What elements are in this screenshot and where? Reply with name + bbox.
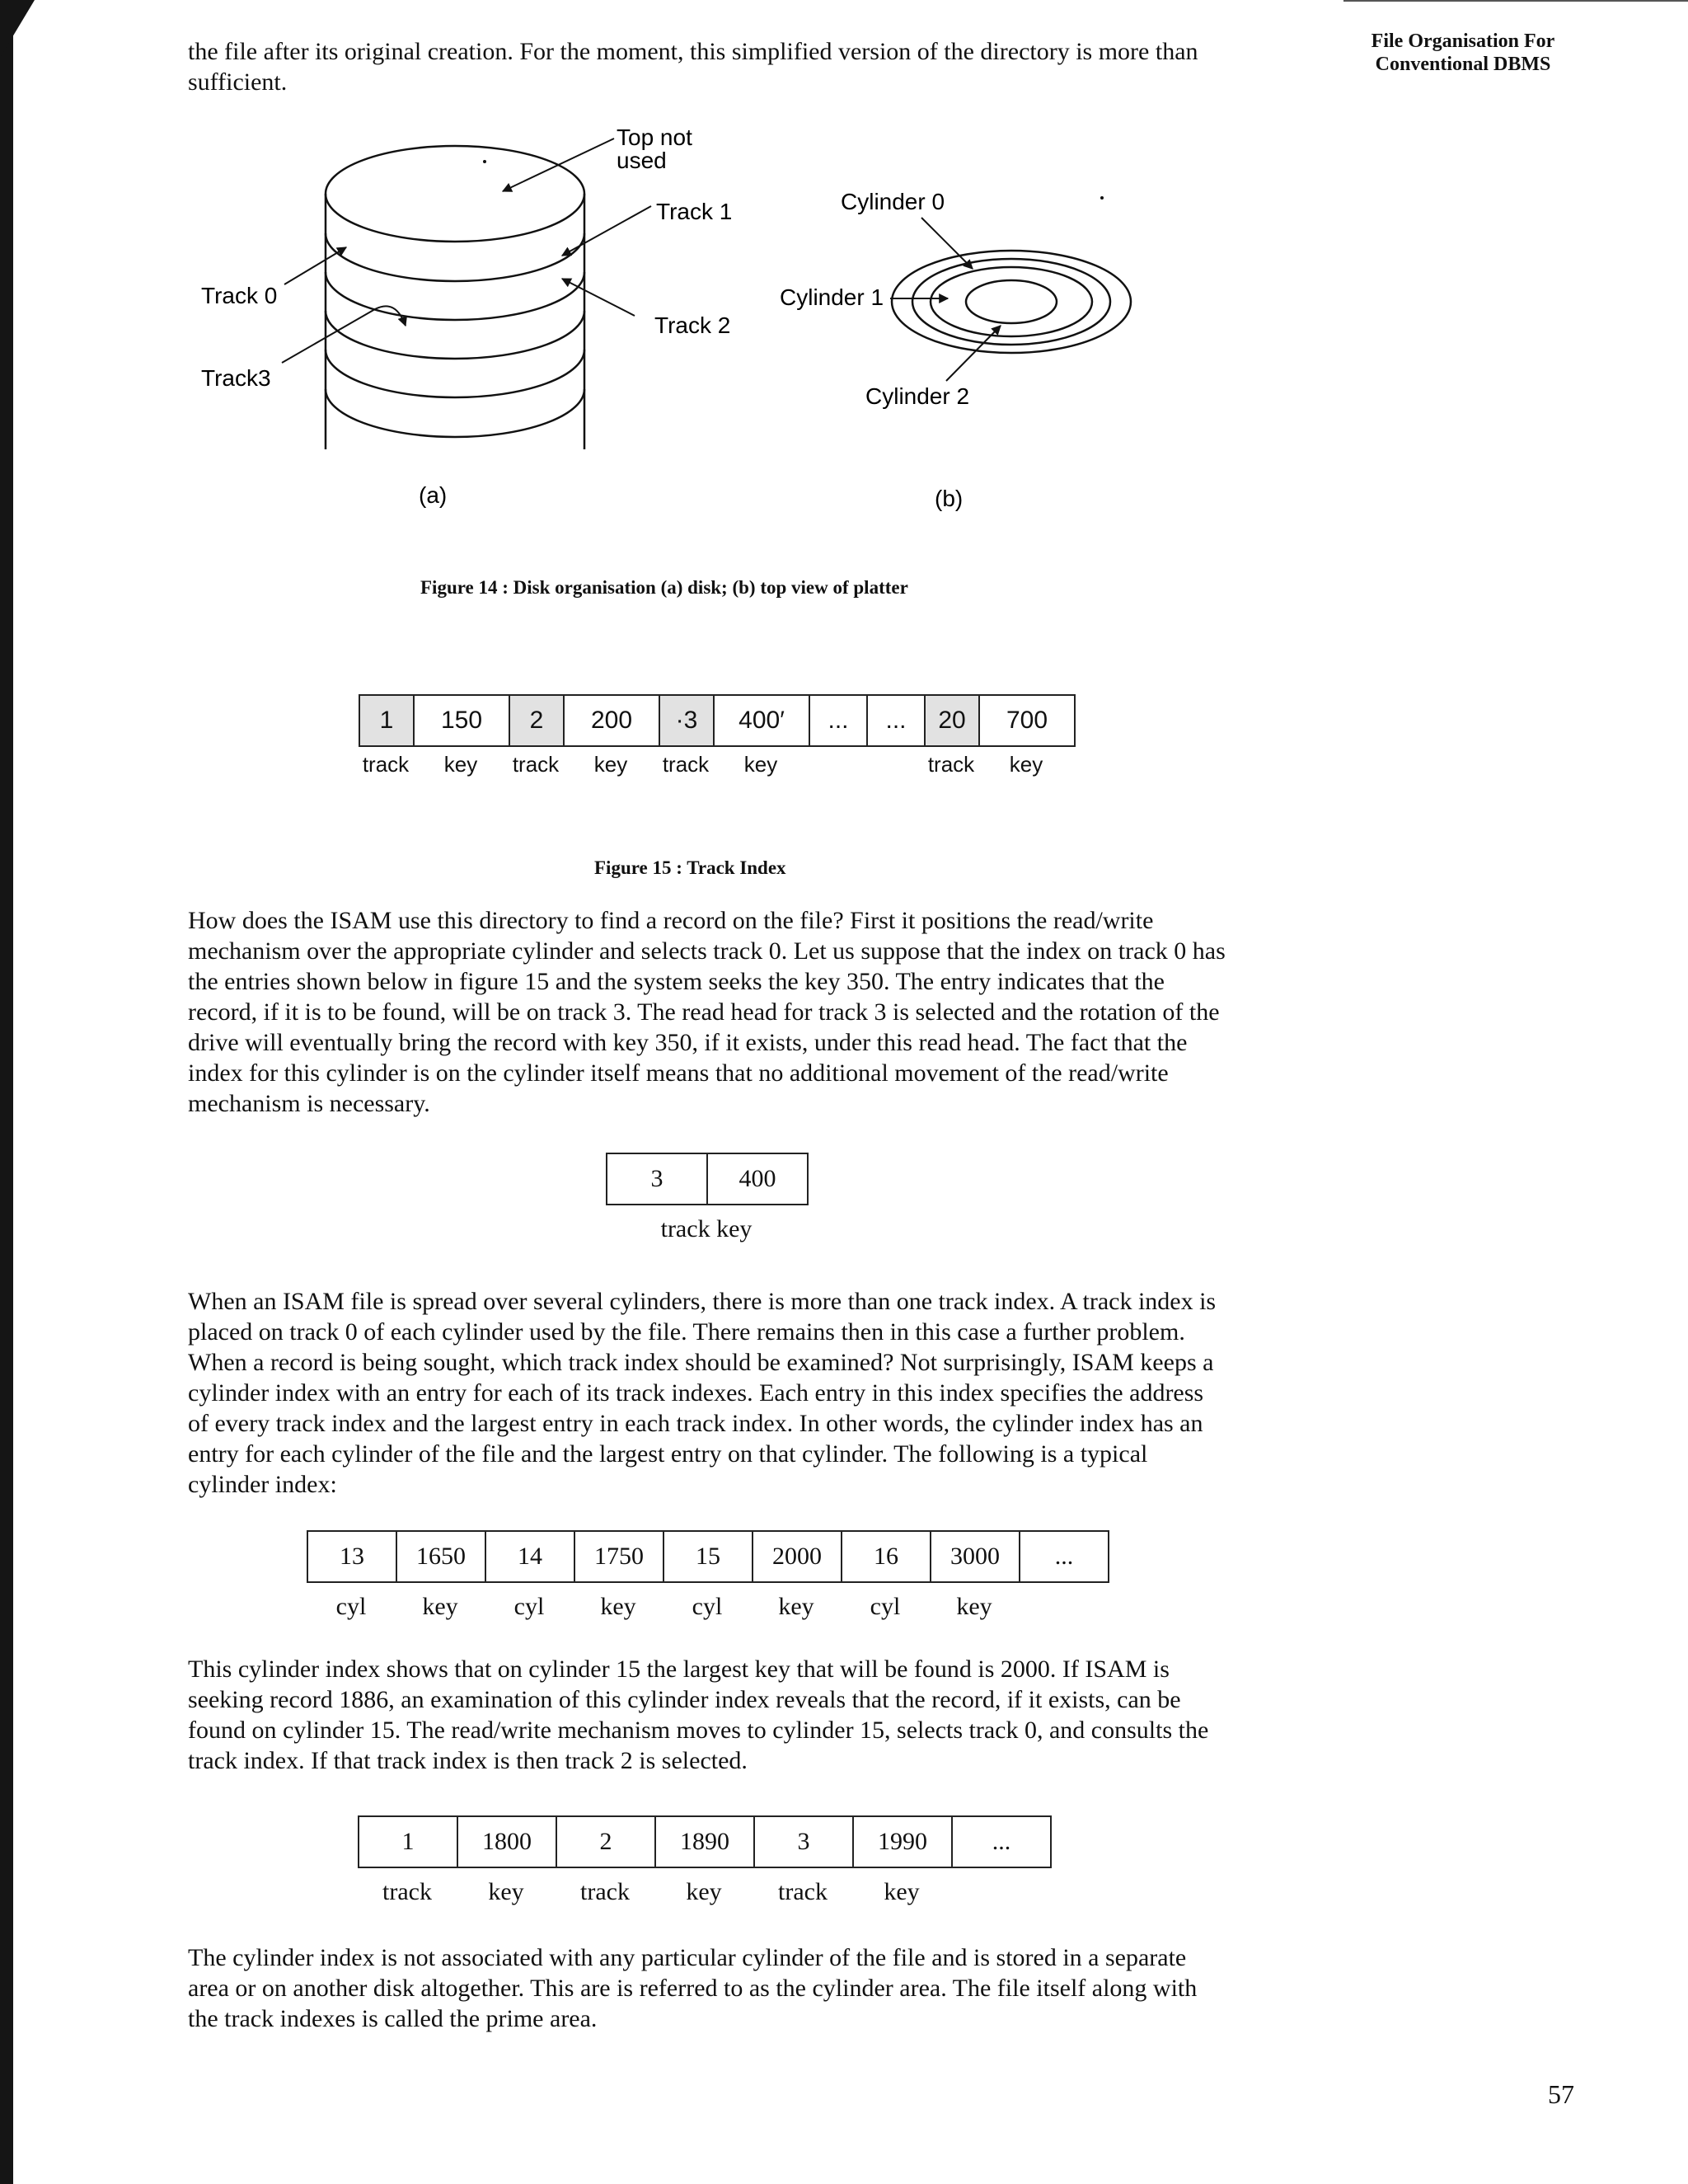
table-cell: 20: [925, 695, 979, 746]
track-index-label: key: [743, 752, 778, 777]
table-cell: 3: [754, 1816, 853, 1867]
track-index-2-label: key: [488, 1878, 524, 1905]
table-cell: 2000: [753, 1531, 842, 1582]
cylinder-index-label: key: [956, 1593, 992, 1620]
table-row: [359, 695, 1075, 746]
table-cell: 400: [707, 1153, 808, 1205]
table-cell: 1: [359, 1816, 457, 1867]
track-index-label: track: [362, 752, 410, 777]
entry-example-table: [606, 1153, 809, 1205]
table-cell: ...: [809, 695, 867, 746]
table-cell: 1750: [574, 1531, 663, 1582]
table-cell: 2: [509, 695, 564, 746]
table-cell: 1800: [457, 1816, 556, 1867]
paragraph-cylinder-area: The cylinder index is not associated with any particular cylinder of the file and is stored in a separate area or on another disk altogether. This are is referred to as the cylinder area. The file itself along with the track indexes is called the prime area.: [188, 1944, 1198, 2032]
running-header-line-1: File Organisation For: [1371, 31, 1555, 52]
label-track-2: Track 2: [654, 312, 731, 338]
paragraph-isam-directory: How does the ISAM use this directory to find a record on the file? First it positions the read/write mechanism over the appropriate cylinder and selects track 0. Let us suppose that the index on track 0 has the entries shown below in figure 15 and the system seeks the key 350. The entry indicates that the record, if it is to be found, will be on track 3. The read head for track 3 is selected and the rotation of the drive will eventually bring the record with key 350, if it exists, under this read head. The fact that the index for this cylinder is on the cylinder itself means that no additional movement of the read/write mechanism is necessary.: [188, 907, 1226, 1117]
paragraph-seek-example: This cylinder index shows that on cylinder 15 the largest key that will be found is 2000. If ISAM is seeking record 1886, an examination of this cylinder index reveals that the record, if it exists, can be found on cylinder 15. The read/write mechanism moves to cylinder 15, selects track 0, and consults the track index. If that track index is then track 2 is selected.: [188, 1656, 1209, 1774]
table-cell: 14: [485, 1531, 574, 1582]
label-cylinder-2: Cylinder 2: [865, 383, 970, 409]
track-index-label: track: [512, 752, 560, 777]
disk-stack: [326, 146, 584, 449]
label-top-not-used-1: Top not: [617, 124, 692, 150]
table-cell: 15: [663, 1531, 753, 1582]
table-cell: 3: [607, 1153, 707, 1205]
table-cell: 700: [979, 695, 1075, 746]
entry-example-label: track key: [660, 1215, 753, 1242]
table-cell: 1990: [853, 1816, 952, 1867]
table-cell: 3000: [931, 1531, 1020, 1582]
paragraph-intro: the file after its original creation. For the moment, this simplified version of the directory is more than sufficient.: [188, 38, 1198, 96]
figure-14-caption: Figure 14 : Disk organisation (a) disk; (b) top view of platter: [420, 577, 908, 598]
table-cell: 16: [842, 1531, 931, 1582]
caption-sub-b: (b): [935, 486, 964, 511]
table-cell: 13: [307, 1531, 396, 1582]
table-cell: 1: [359, 695, 414, 746]
label-cylinder-0: Cylinder 0: [841, 189, 945, 214]
cylinder-index-label: cyl: [692, 1593, 723, 1620]
platter-top-view: [892, 251, 1131, 353]
page-number: 57: [1548, 2079, 1574, 2109]
cylinder-index-label: key: [600, 1593, 636, 1620]
table-cell: 200: [564, 695, 659, 746]
cylinder-index-label: key: [422, 1593, 458, 1620]
track-index-2-label: key: [686, 1878, 722, 1905]
table-row: [359, 1816, 1051, 1867]
table-cell: 400′: [714, 695, 809, 746]
label-top-not-used-2: used: [617, 148, 667, 173]
label-track-0: Track 0: [201, 283, 278, 308]
track-index-2-label: track: [580, 1878, 630, 1905]
label-track-3: Track3: [201, 365, 271, 391]
cylinder-index-label: cyl: [870, 1593, 901, 1620]
figure-15-caption: Figure 15 : Track Index: [594, 857, 786, 878]
track-index-label: key: [1009, 752, 1043, 777]
track-index-2-label: track: [778, 1878, 828, 1905]
track-index-label: key: [443, 752, 478, 777]
table-cell: ·3: [659, 695, 714, 746]
table-cell: 150: [414, 695, 509, 746]
table-row: [607, 1153, 808, 1205]
track-index-2-label: track: [382, 1878, 432, 1905]
cylinder-index-label: cyl: [335, 1593, 367, 1620]
paragraph-cylinder-index: When an ISAM file is spread over several cylinders, there is more than one track index. A track index is placed on track 0 of each cylinder used by the file. There remains then in this case a further problem. When a record is being sought, which track index should be examined? Not surprisingly, ISAM keeps a cylinder index with an entry for each of its track indexes. Each entry in this index specifies the address of every track index and the largest entry in each track index. In other words, the cylinder index has an entry for each cylinder of the file and the largest entry on that cylinder. The following is a typical cylinder index:: [188, 1288, 1217, 1498]
label-cylinder-1: Cylinder 1: [780, 284, 884, 310]
table-cell: ...: [1020, 1531, 1109, 1582]
cylinder-index-table: [307, 1530, 1109, 1583]
table-cell: 2: [556, 1816, 655, 1867]
caption-sub-a: (a): [419, 482, 448, 508]
table-row: [307, 1531, 1109, 1582]
table-cell: ...: [867, 695, 925, 746]
table-cell: 1890: [655, 1816, 754, 1867]
track-index-table: [359, 694, 1076, 747]
running-header-line-2: Conventional DBMS: [1375, 54, 1551, 75]
track-index-2-table: [358, 1815, 1052, 1868]
table-cell: ...: [952, 1816, 1051, 1867]
track-index-label: track: [662, 752, 710, 777]
track-index-label: track: [927, 752, 975, 777]
cylinder-index-label: cyl: [513, 1593, 545, 1620]
track-index-label: key: [593, 752, 628, 777]
label-track-1: Track 1: [656, 199, 733, 224]
track-index-2-label: key: [884, 1878, 920, 1905]
cylinder-index-label: key: [778, 1593, 814, 1620]
platter-leader-lines: [890, 218, 1001, 381]
table-cell: 1650: [396, 1531, 485, 1582]
figure-14-diagram: [0, 0, 1688, 610]
